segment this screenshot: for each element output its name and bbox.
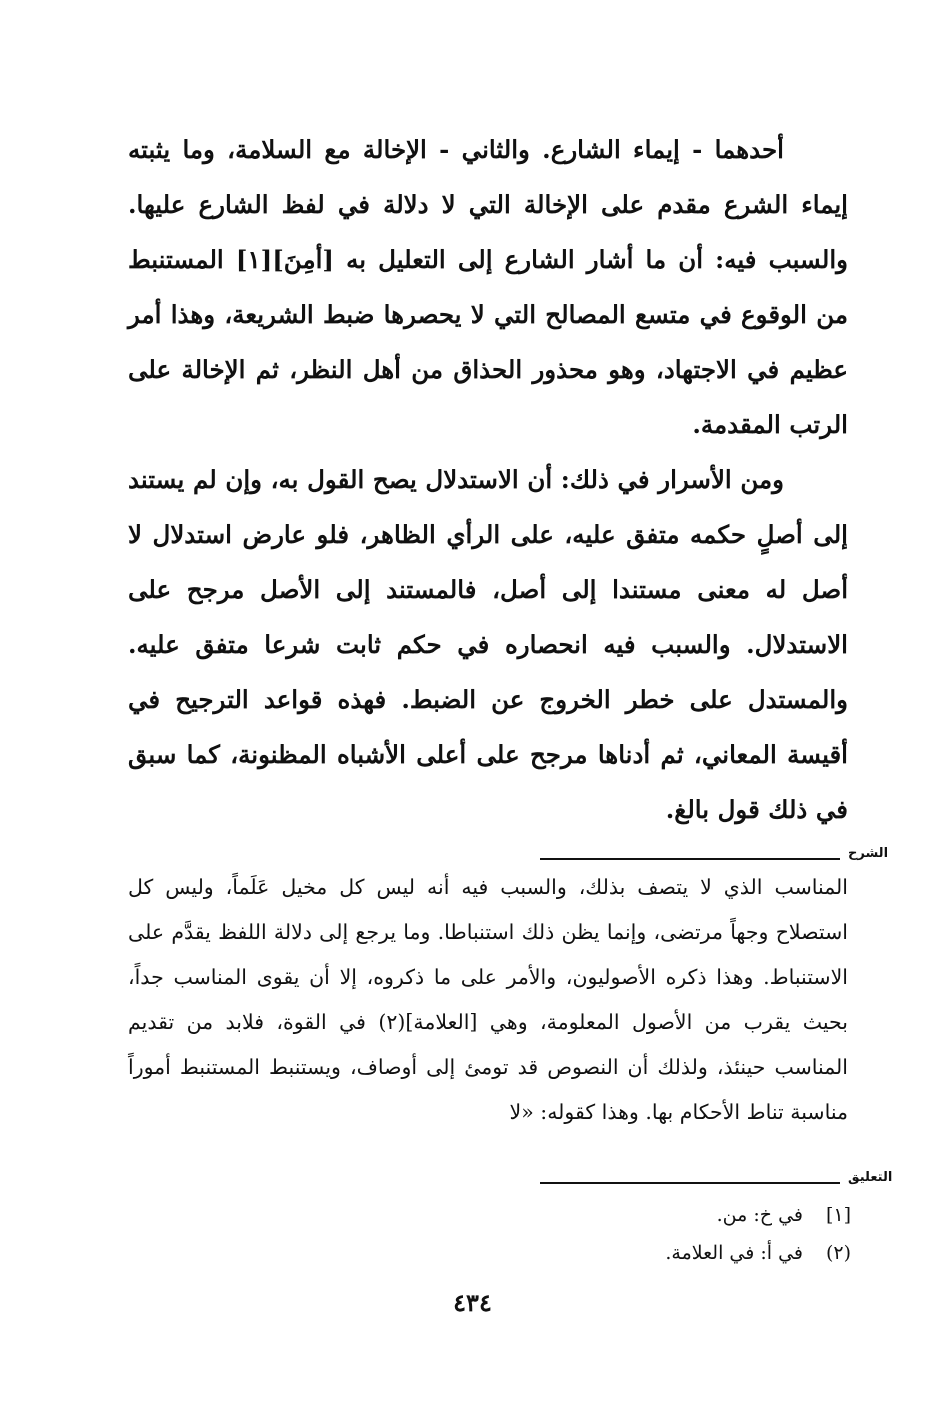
footnote-marker: (٢) <box>825 1242 851 1264</box>
commentary-text <box>128 865 848 1135</box>
commentary-paragraph: المناسب الذي لا يتصف بذلك، والسبب فيه أنه ليس كل مخيل عَلَماً، وليس كل استصلاح وجهاً مرتضى، وإنما يظن ذلك استنباطا. وما يرجع إلى دلالة اللفظ يقدَّم على الاستنباط. وهذا ذكره الأصوليون، والأمر على ما ذكروه، إلا أن يقوى المناسب جداً، بحيث يقرب من الأصول المعلومة، وهي [العلامة](٢) في القوة، فلابد من تقديم المناسب حينئذ، ولذلك أن النصوص قد تومئ إلى أوصاف، ويستنبط المستنبط أموراً مناسبة تناط الأحكام بها. وهذا كقوله: «لا <box>128 875 848 1124</box>
footnotes <box>351 1196 851 1272</box>
commentary-section-label: الشرح <box>848 846 889 861</box>
main-paragraph-2: ومن الأسرار في ذلك: أن الاستدلال يصح القول به، وإن لم يستند إلى أصلٍ حكمه متفق عليه، على الرأي الظاهر، فلو عارض استدلال لا أصل له معنى مستندا إلى أصل، فالمستند إلى الأصل مرجح على الاستدلال. والسبب فيه انحصاره في حكم ثابت شرعا متفق عليه. والمستدل على خطر الخروج عن الضبط. فهذه قواعد الترجيح في أقيسة المعاني، ثم أدناها مرجح على أعلى الأشباه المظنونة، كما سبق في ذلك قول بالغ. <box>128 465 848 824</box>
footnote-text: في أ: في العلامة. <box>665 1242 803 1264</box>
notes-section-label: التعليق <box>848 1170 893 1185</box>
footnote-text: في خ: من. <box>716 1204 803 1226</box>
page-number: ٤٣٤ <box>453 1288 492 1317</box>
commentary-divider <box>540 858 840 860</box>
footnote-marker: [١] <box>825 1204 851 1226</box>
main-paragraph-1: أحدهما - إيماء الشارع. والثاني - الإخالة مع السلامة، وما يثبته إيماء الشرع مقدم على الإخالة التي لا دلالة في لفظ الشارع عليها. والسبب فيه: أن ما أشار الشارع إلى التعليل به [أمِنَ][١] المستنبط من الوقوع في متسع المصالح التي لا يحصرها ضبط الشريعة، وهذا أمر عظيم في الاجتهاد، وهو محذور الحذاق من أهل النظر، ثم الإخالة على الرتب المقدمة. <box>128 135 848 439</box>
notes-divider <box>540 1182 840 1184</box>
footnote-item <box>351 1196 851 1234</box>
main-text <box>128 122 848 837</box>
footnote-item <box>351 1234 851 1272</box>
